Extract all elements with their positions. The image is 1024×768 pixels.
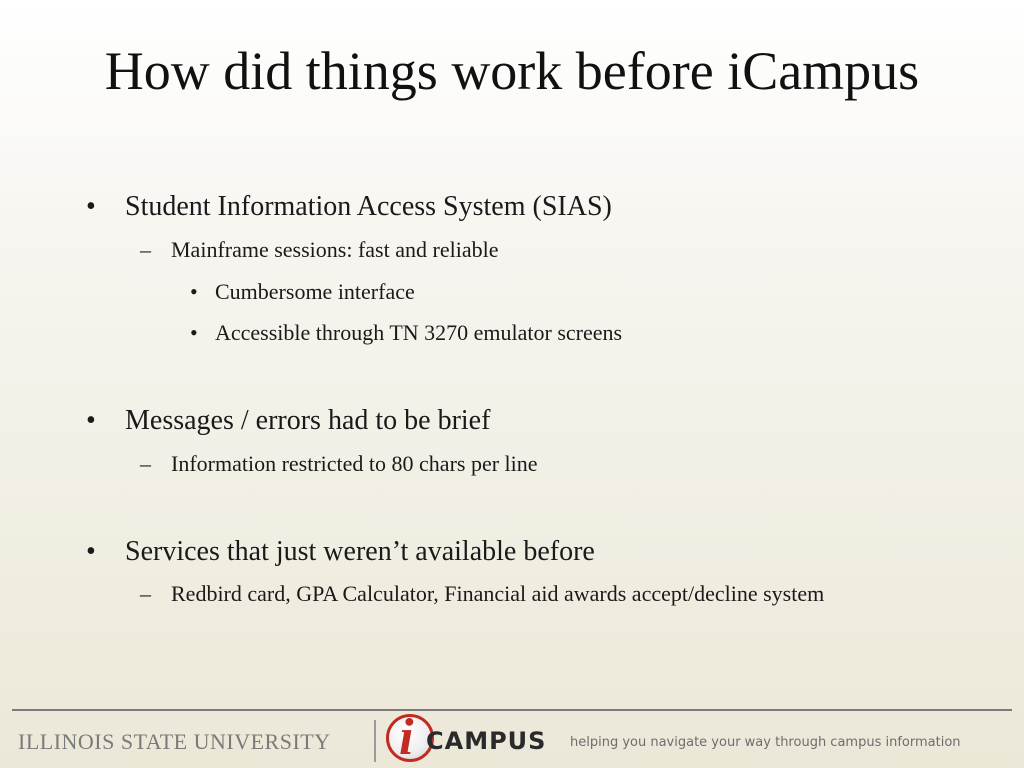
bullet-marker: •: [86, 191, 96, 222]
icampus-wordmark: CAMPUS: [426, 727, 547, 755]
illinois-state-university-logo: ILLINOIS STATE UNIVERSITY: [18, 729, 331, 754]
bullet-sias: Student Information Access System (SIAS): [125, 191, 612, 222]
icampus-i-letter: i: [399, 709, 414, 766]
slide-title: How did things work before iCampus: [104, 41, 920, 101]
bullet-marker: •: [86, 405, 96, 436]
sub-mainframe: Mainframe sessions: fast and reliable: [171, 237, 499, 262]
subsub-cumbersome: Cumbersome interface: [215, 279, 415, 304]
dash-marker: –: [140, 237, 151, 262]
subsub-tn3270: Accessible through TN 3270 emulator screens: [215, 320, 623, 345]
footer-tagline: helping you navigate your way through campus information: [570, 735, 961, 750]
icampus-logo: [386, 709, 566, 768]
bullet-marker: •: [190, 320, 198, 345]
dash-marker: –: [140, 451, 151, 476]
dash-marker: –: [140, 581, 151, 606]
bullet-messages: Messages / errors had to be brief: [125, 405, 491, 436]
sub-80chars: Information restricted to 80 chars per line: [171, 451, 538, 476]
footer-divider: [12, 709, 1012, 711]
bullet-marker: •: [190, 279, 198, 304]
bullet-marker: •: [86, 536, 96, 567]
sub-services-list: Redbird card, GPA Calculator, Financial aid awards accept/decline system: [171, 581, 825, 606]
bullet-services: Services that just weren’t available before: [125, 536, 595, 567]
footer-separator: [374, 720, 376, 762]
footer: [0, 709, 1024, 768]
